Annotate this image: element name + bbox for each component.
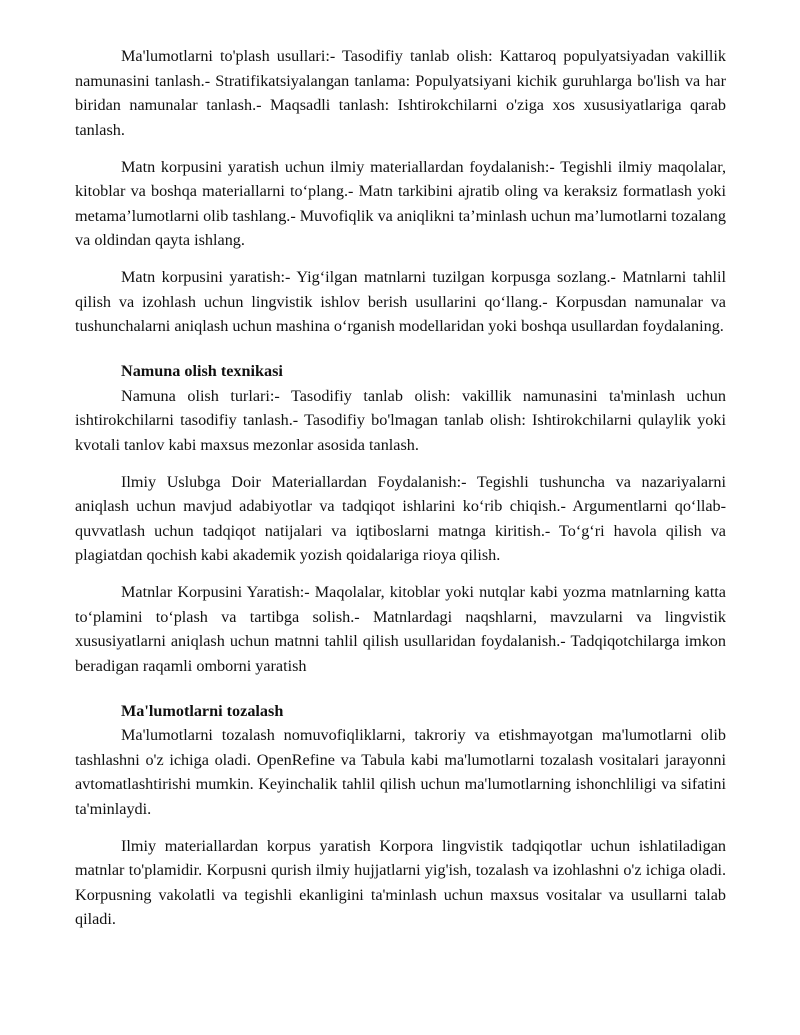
- paragraph-data-collection: Ma'lumotlarni to'plash usullari:- Tasodifiy tanlab olish: Kattaroq populyatsiyadan vakillik namunasini tanlash.- Stratifikatsiyalangan tanlama: Populyatsiyani kichik guruhlarga bo'lish va har biridan namunalar tanlash.- Maqsadli tanlash: Ishtirokchilarni o'ziga xos xususiyatlariga qarab tanlash.: [75, 47, 726, 139]
- paragraph-corpus-from-materials: Ilmiy materiallardan korpus yaratish Korpora lingvistik tadqiqotlar uchun ishlatiladigan matnlar to'plamidir. Korpusni qurish ilmiy hujjatlarni yig'ish, tozalash va izohlashni o'z ichiga oladi. Korpusning vakolatli va tegishli ekanligini ta'minlash uchun maxsus vositalar va usullarni talab qiladi.: [75, 836, 726, 928]
- heading-data-cleaning: Ma'lumotlarni tozalash: [121, 701, 284, 720]
- paragraph-sampling-types: Namuna olish turlari:- Tasodifiy tanlab olish: vakillik namunasini ta'minlash uchun ishtirokchilarni tasodifiy tanlash.- Tasodifiy bo'lmagan tanlab olish: Ishtirokchilarni qulaylik yoki kvotali tanlov kabi maxsus mezonlar asosida tanlash.: [75, 386, 726, 454]
- heading-sampling-technique: Namuna olish texnikasi: [121, 362, 283, 380]
- paragraph-text-corpus: Matnlar Korpusini Yaratish:- Maqolalar, kitoblar yoki nutqlar kabi yozma matnlarning katta to‘plamini to‘plash va tartibga solish.- Matnlardagi naqshlarni, mavzularni va lingvistik xususiyatlarni aniqlash uchun matnni tahlil qilish usullaridan foydalanish.- Tadqiqotchilarga imkon beradigan raqamli omborni yaratish: [75, 583, 726, 675]
- spacer: [75, 691, 726, 699]
- paragraph-corpus-creation: Matn korpusini yaratish:- Yig‘ilgan matnlarni tuzilgan korpusga sozlang.- Matnlarni tahlil qilish va izohlash uchun lingvistik ishlov berish usullarini qo‘llang.- Korpusdan namunalar va tushunchalarni aniqlash uchun mashina o‘rganish modellaridan yoki boshqa usullardan foydalaning.: [75, 268, 726, 335]
- paragraph-scientific-style: Ilmiy Uslubga Doir Materiallardan Foydalanish:- Tegishli tushuncha va nazariyalarni aniqlash uchun mavjud adabiyotlar va tadqiqot ishlarini ko‘rib chiqish.- Argumentlarni qo‘llab-quvvatlash uchun tadqiqot natijalari va iqtiboslarni matnga kiritish.- To‘g‘ri havola qilish va plagiatdan qochish kabi akademik yozish qoidalariga rioya qilish.: [75, 472, 726, 564]
- document-page: [75, 44, 726, 944]
- paragraph-scientific-materials: Matn korpusini yaratish uchun ilmiy materiallardan foydalanish:- Tegishli ilmiy maqolalar, kitoblar va boshqa materiallarni to‘plang.- Matn tarkibini ajratib oling va keraksiz formatlash yoki metama’lumotlarni olib tashlang.- Muvofiqlik va aniqlikni ta’minlash uchun ma’lumotlarni tozalang va oldindan qayta ishlang.: [75, 157, 726, 249]
- paragraph-data-cleaning: Ma'lumotlarni tozalash nomuvofiqliklarni, takroriy va etishmayotgan ma'lumotlarni olib tashlashni o'z ichiga oladi. OpenRefine va Tabula kabi ma'lumotlarni tozalash vositalari jarayonni avtomatlashtirishi mumkin. Keyinchalik tahlil qilish uchun ma'lumotlarning ishonchliligi va sifatini ta'minlaydi.: [75, 726, 726, 818]
- spacer: [75, 351, 726, 359]
